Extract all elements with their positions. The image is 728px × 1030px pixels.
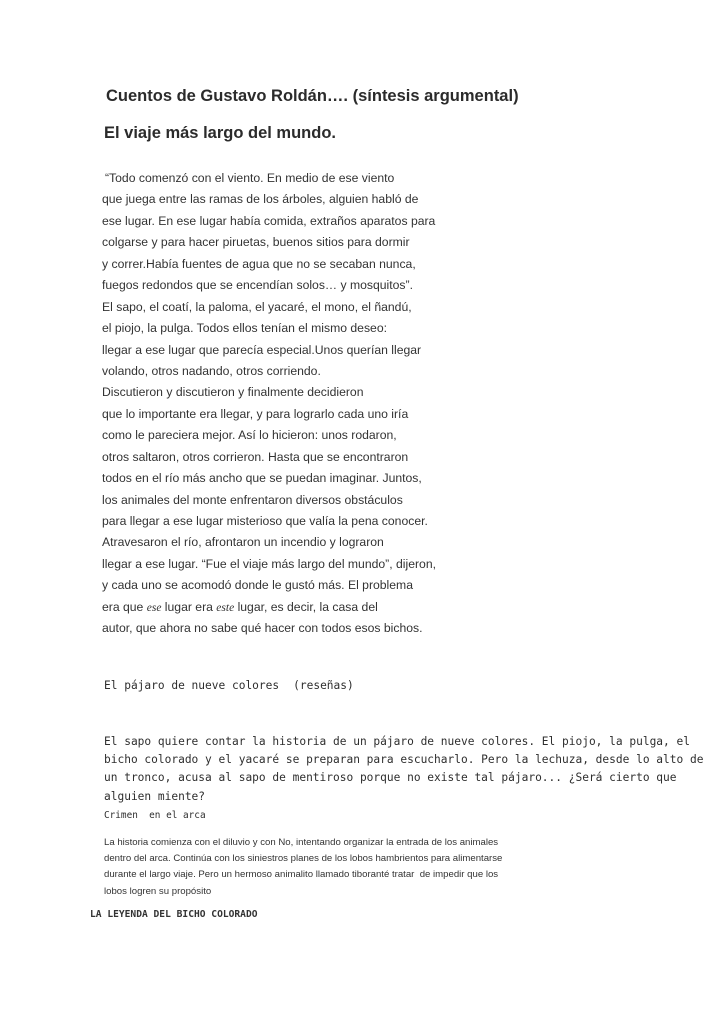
story-line: “Todo comenzó con el viento. En medio de ese viento (105, 171, 395, 185)
story-line: volando, otros nadando, otros corriendo. (102, 363, 321, 378)
story-text: lugar, es decir, la casa del (234, 599, 378, 614)
story-line: fuegos redondos que se encendían solos… y mosquitos”. (102, 278, 413, 293)
story-line: para llegar a ese lugar misterioso que valía la pena conocer. (102, 514, 428, 528)
story-line: El sapo, el coatí, la paloma, el yacaré, el mono, el ñandú, (102, 299, 412, 314)
italic-word-ese: ese (146, 601, 162, 614)
story-line-italic-words (102, 597, 436, 618)
story-line: que juega entre las ramas de los árboles, alguien habló de (102, 192, 419, 207)
story-title-pajaro (104, 679, 354, 692)
story-body-pajaro (104, 733, 703, 806)
story-line: Atravesaron el río, afrontaron un incendio y lograron (102, 535, 384, 550)
story-line: autor, que ahora no sabe qué hacer con todos esos bichos. (102, 621, 423, 636)
story-line: todos en el río más ancho que se puedan imaginar. Juntos, (102, 471, 422, 486)
story-line: que lo importante era llegar, y para lograrlo cada uno iría (102, 406, 409, 421)
story-line: como le pareciera mejor. Así lo hicieron: unos rodaron, (102, 428, 397, 443)
story-body-crimen (104, 835, 502, 900)
story-line: dentro del arca. Continúa con los siniestros planes de los lobos hambrientos para alimentarse (104, 853, 503, 865)
story-text: lugar era (161, 599, 217, 614)
story-line: llegar a ese lugar. “Fue el viaje más largo del mundo”, dijeron, (102, 556, 436, 571)
story-line: lobos logren su propósito (104, 885, 212, 897)
story-title-viaje: El viaje más largo del mundo. (104, 124, 336, 142)
story-tag-resenas: (reseñas) (293, 679, 354, 692)
story-line: y correr.Había fuentes de agua que no se secaban nunca, (102, 256, 416, 271)
story-line: otros saltaron, otros corrieron. Hasta que se encontraron (102, 449, 409, 464)
story-text: era que (102, 599, 147, 614)
story-line: alguien miente? (104, 789, 206, 803)
story-body-viaje (102, 168, 436, 640)
document-title: Cuentos de Gustavo Roldán…. (síntesis argumental) (106, 87, 519, 105)
story-line: un tronco, acusa al sapo de mentiroso porque no existe tal pájaro... ¿Será cierto que (104, 771, 677, 785)
story-line: ese lugar. En ese lugar había comida, extraños aparatos para (102, 213, 436, 228)
story-line: El sapo quiere contar la historia de un pájaro de nueve colores. El piojo, la pulga, el (104, 735, 690, 748)
italic-word-este: este (216, 601, 235, 614)
story-title-text: El pájaro de nueve colores (104, 679, 280, 692)
story-line: La historia comienza con el diluvio y con No, intentando organizar la entrada de los animales (104, 837, 499, 848)
story-title-leyenda: LA LEYENDA DEL BICHO COLORADO (90, 909, 258, 920)
story-line: el piojo, la pulga. Todos ellos tenían el mismo deseo: (102, 321, 388, 336)
story-line: bicho colorado y el yacaré se preparan para escucharlo. Pero la lechuza, desde lo alto de (104, 753, 704, 767)
story-title-crimen: Crimen en el arca (104, 810, 206, 821)
story-line: llegar a ese lugar que parecía especial.Unos querían llegar (102, 342, 422, 357)
story-line: y cada uno se acomodó donde le gustó más. El problema (102, 578, 413, 593)
story-line: colgarse y para hacer piruetas, buenos sitios para dormir (102, 235, 410, 250)
story-line: durante el largo viaje. Pero un hermoso animalito llamado tiboranté tratar de impedir que los (104, 869, 499, 881)
story-line: los animales del monte enfrentaron diversos obstáculos (102, 492, 403, 507)
story-line: Discutieron y discutieron y finalmente decidieron (102, 385, 364, 400)
